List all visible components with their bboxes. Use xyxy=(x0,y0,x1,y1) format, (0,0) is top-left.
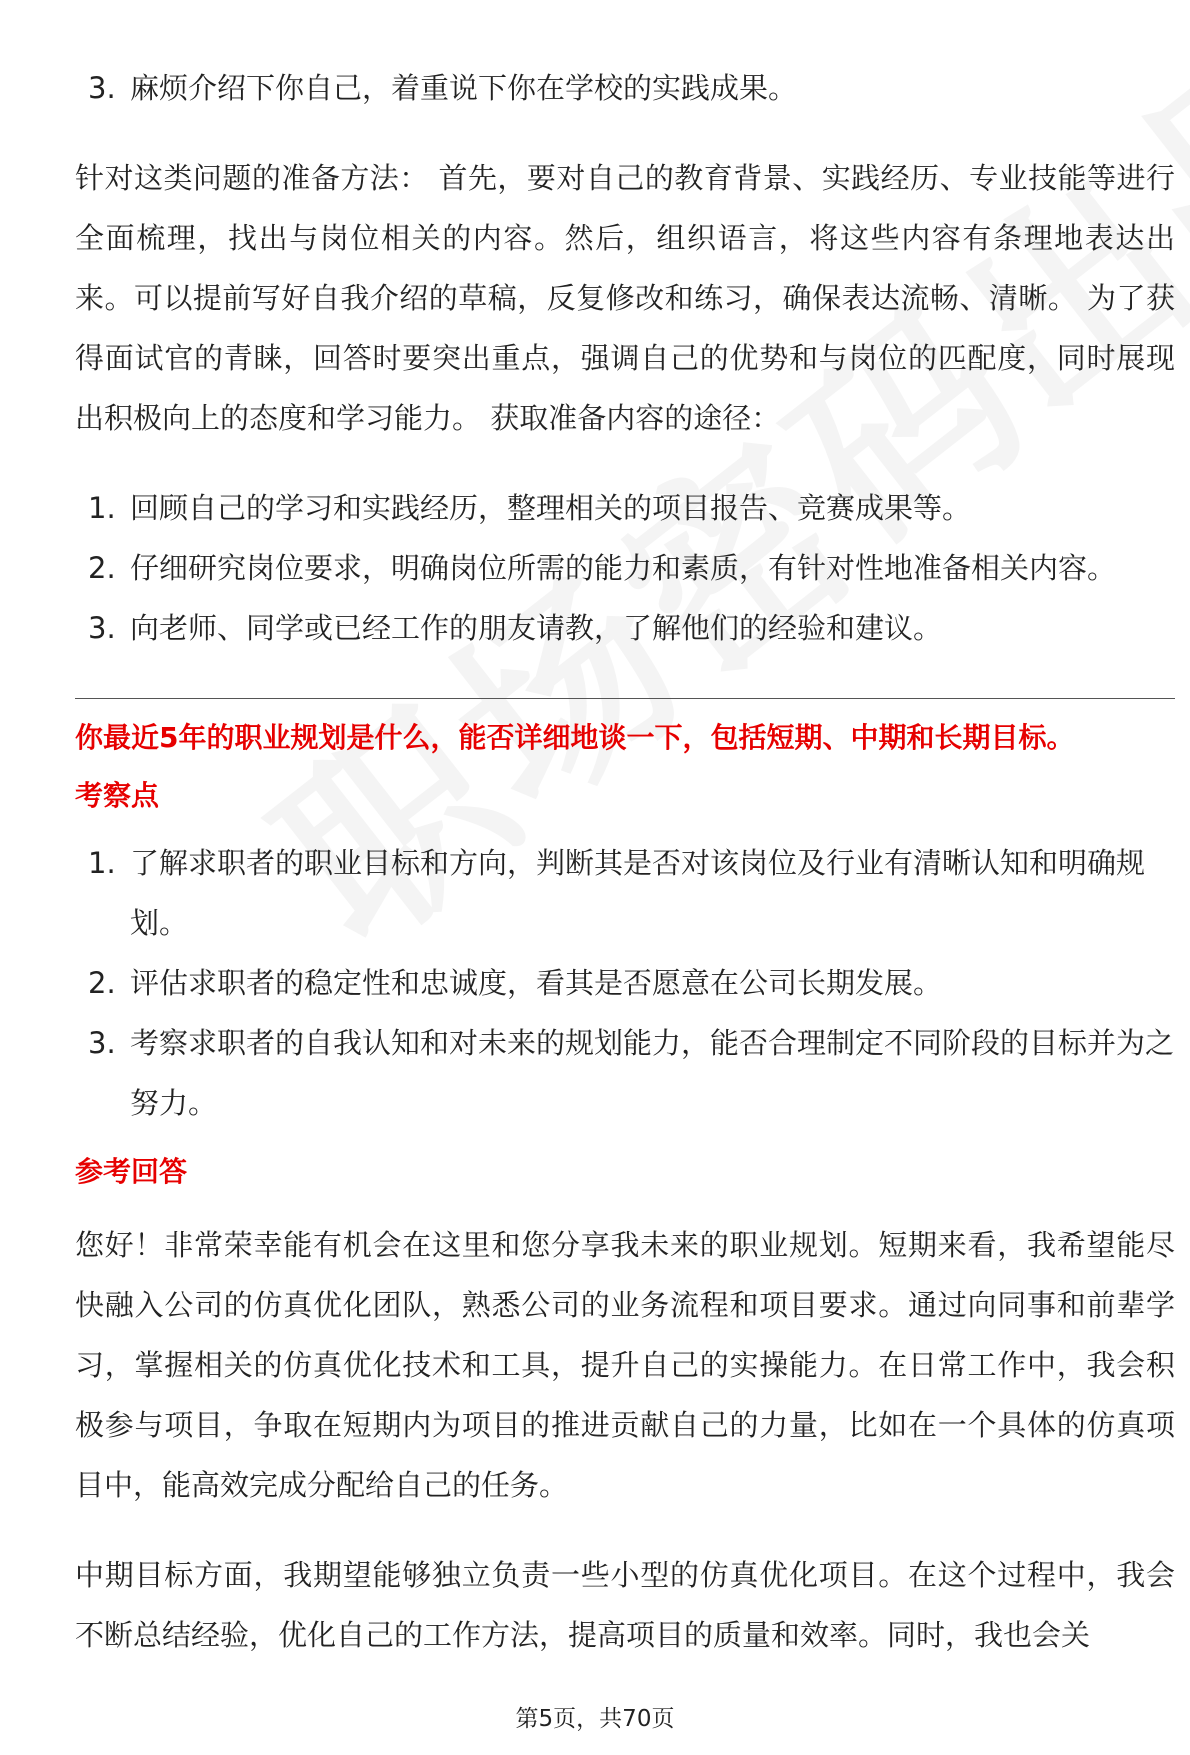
list-item xyxy=(75,538,1175,598)
list-number: 2. xyxy=(88,966,116,1000)
list-number: 3. xyxy=(88,71,116,105)
list-number: 3. xyxy=(88,611,116,645)
list-text: 回顾自己的学习和实践经历，整理相关的项目报告、竞赛成果等。 xyxy=(130,491,972,525)
page-content xyxy=(75,58,1175,1665)
points-heading: 考察点 xyxy=(75,779,160,812)
list-item xyxy=(75,833,1175,953)
list-number: 1. xyxy=(88,491,116,525)
list-item xyxy=(75,598,1175,658)
list-text: 评估求职者的稳定性和忠诚度，看其是否愿意在公司长期发展。 xyxy=(130,966,943,1000)
list-text: 仔细研究岗位要求，明确岗位所需的能力和素质，有针对性地准备相关内容。 xyxy=(130,551,1117,585)
list-text: 了解求职者的职业目标和方向，判断其是否对该岗位及行业有清晰认知和明确规划。 xyxy=(130,846,1146,940)
section-divider xyxy=(75,698,1175,699)
intro-question-list xyxy=(75,58,1175,118)
list-text: 向老师、同学或已经工作的朋友请教，了解他们的经验和建议。 xyxy=(130,611,943,645)
assessment-points-list xyxy=(75,833,1175,1133)
list-item xyxy=(75,953,1175,1013)
list-number: 1. xyxy=(88,846,116,880)
list-item xyxy=(75,478,1175,538)
interview-question: 你最近5年的职业规划是什么，能否详细地谈一下，包括短期、中期和长期目标。 xyxy=(75,721,1075,754)
list-item xyxy=(75,58,1175,118)
answer-paragraph: 您好！非常荣幸能有机会在这里和您分享我未来的职业规划。短期来看，我希望能尽快融入公司的仿真优化团队，熟悉公司的业务流程和项目要求。通过向同事和前辈学习，掌握相关的仿真优化技术和工具，提升自己的实操能力。在日常工作中，我会积极参与项目，争取在短期内为项目的推进贡献自己的力量，比如在一个具体的仿真项目中，能高效完成分配给自己的任务。 xyxy=(75,1228,1175,1502)
list-number: 3. xyxy=(88,1026,116,1060)
list-text: 考察求职者的自我认知和对未来的规划能力，能否合理制定不同阶段的目标并为之努力。 xyxy=(130,1026,1175,1120)
list-item xyxy=(75,1013,1175,1133)
list-number: 2. xyxy=(88,551,116,585)
preparation-paragraph: 针对这类问题的准备方法： 首先，要对自己的教育背景、实践经历、专业技能等进行全面梳理，找出与岗位相关的内容。然后，组织语言，将这些内容有条理地表达出来。可以提前写好自我介绍的草稿，反复修改和练习，确保表达流畅、清晰。 为了获得面试官的青睐，回答时要突出重点，强调自己的优势和与岗位的匹配度，同时展现出积极向上的态度和学习能力。 获取准备内容的途径： xyxy=(75,161,1175,435)
answer-paragraph: 中期目标方面，我期望能够独立负责一些小型的仿真优化项目。在这个过程中，我会不断总结经验，优化自己的工作方法，提高项目的质量和效率。同时，我也会关 xyxy=(75,1558,1175,1652)
answer-heading: 参考回答 xyxy=(75,1155,188,1188)
preparation-ways-list xyxy=(75,478,1175,658)
page-number: 第5页，共70页 xyxy=(515,1706,675,1732)
list-text: 麻烦介绍下你自己，着重说下你在学校的实践成果。 xyxy=(130,71,798,105)
